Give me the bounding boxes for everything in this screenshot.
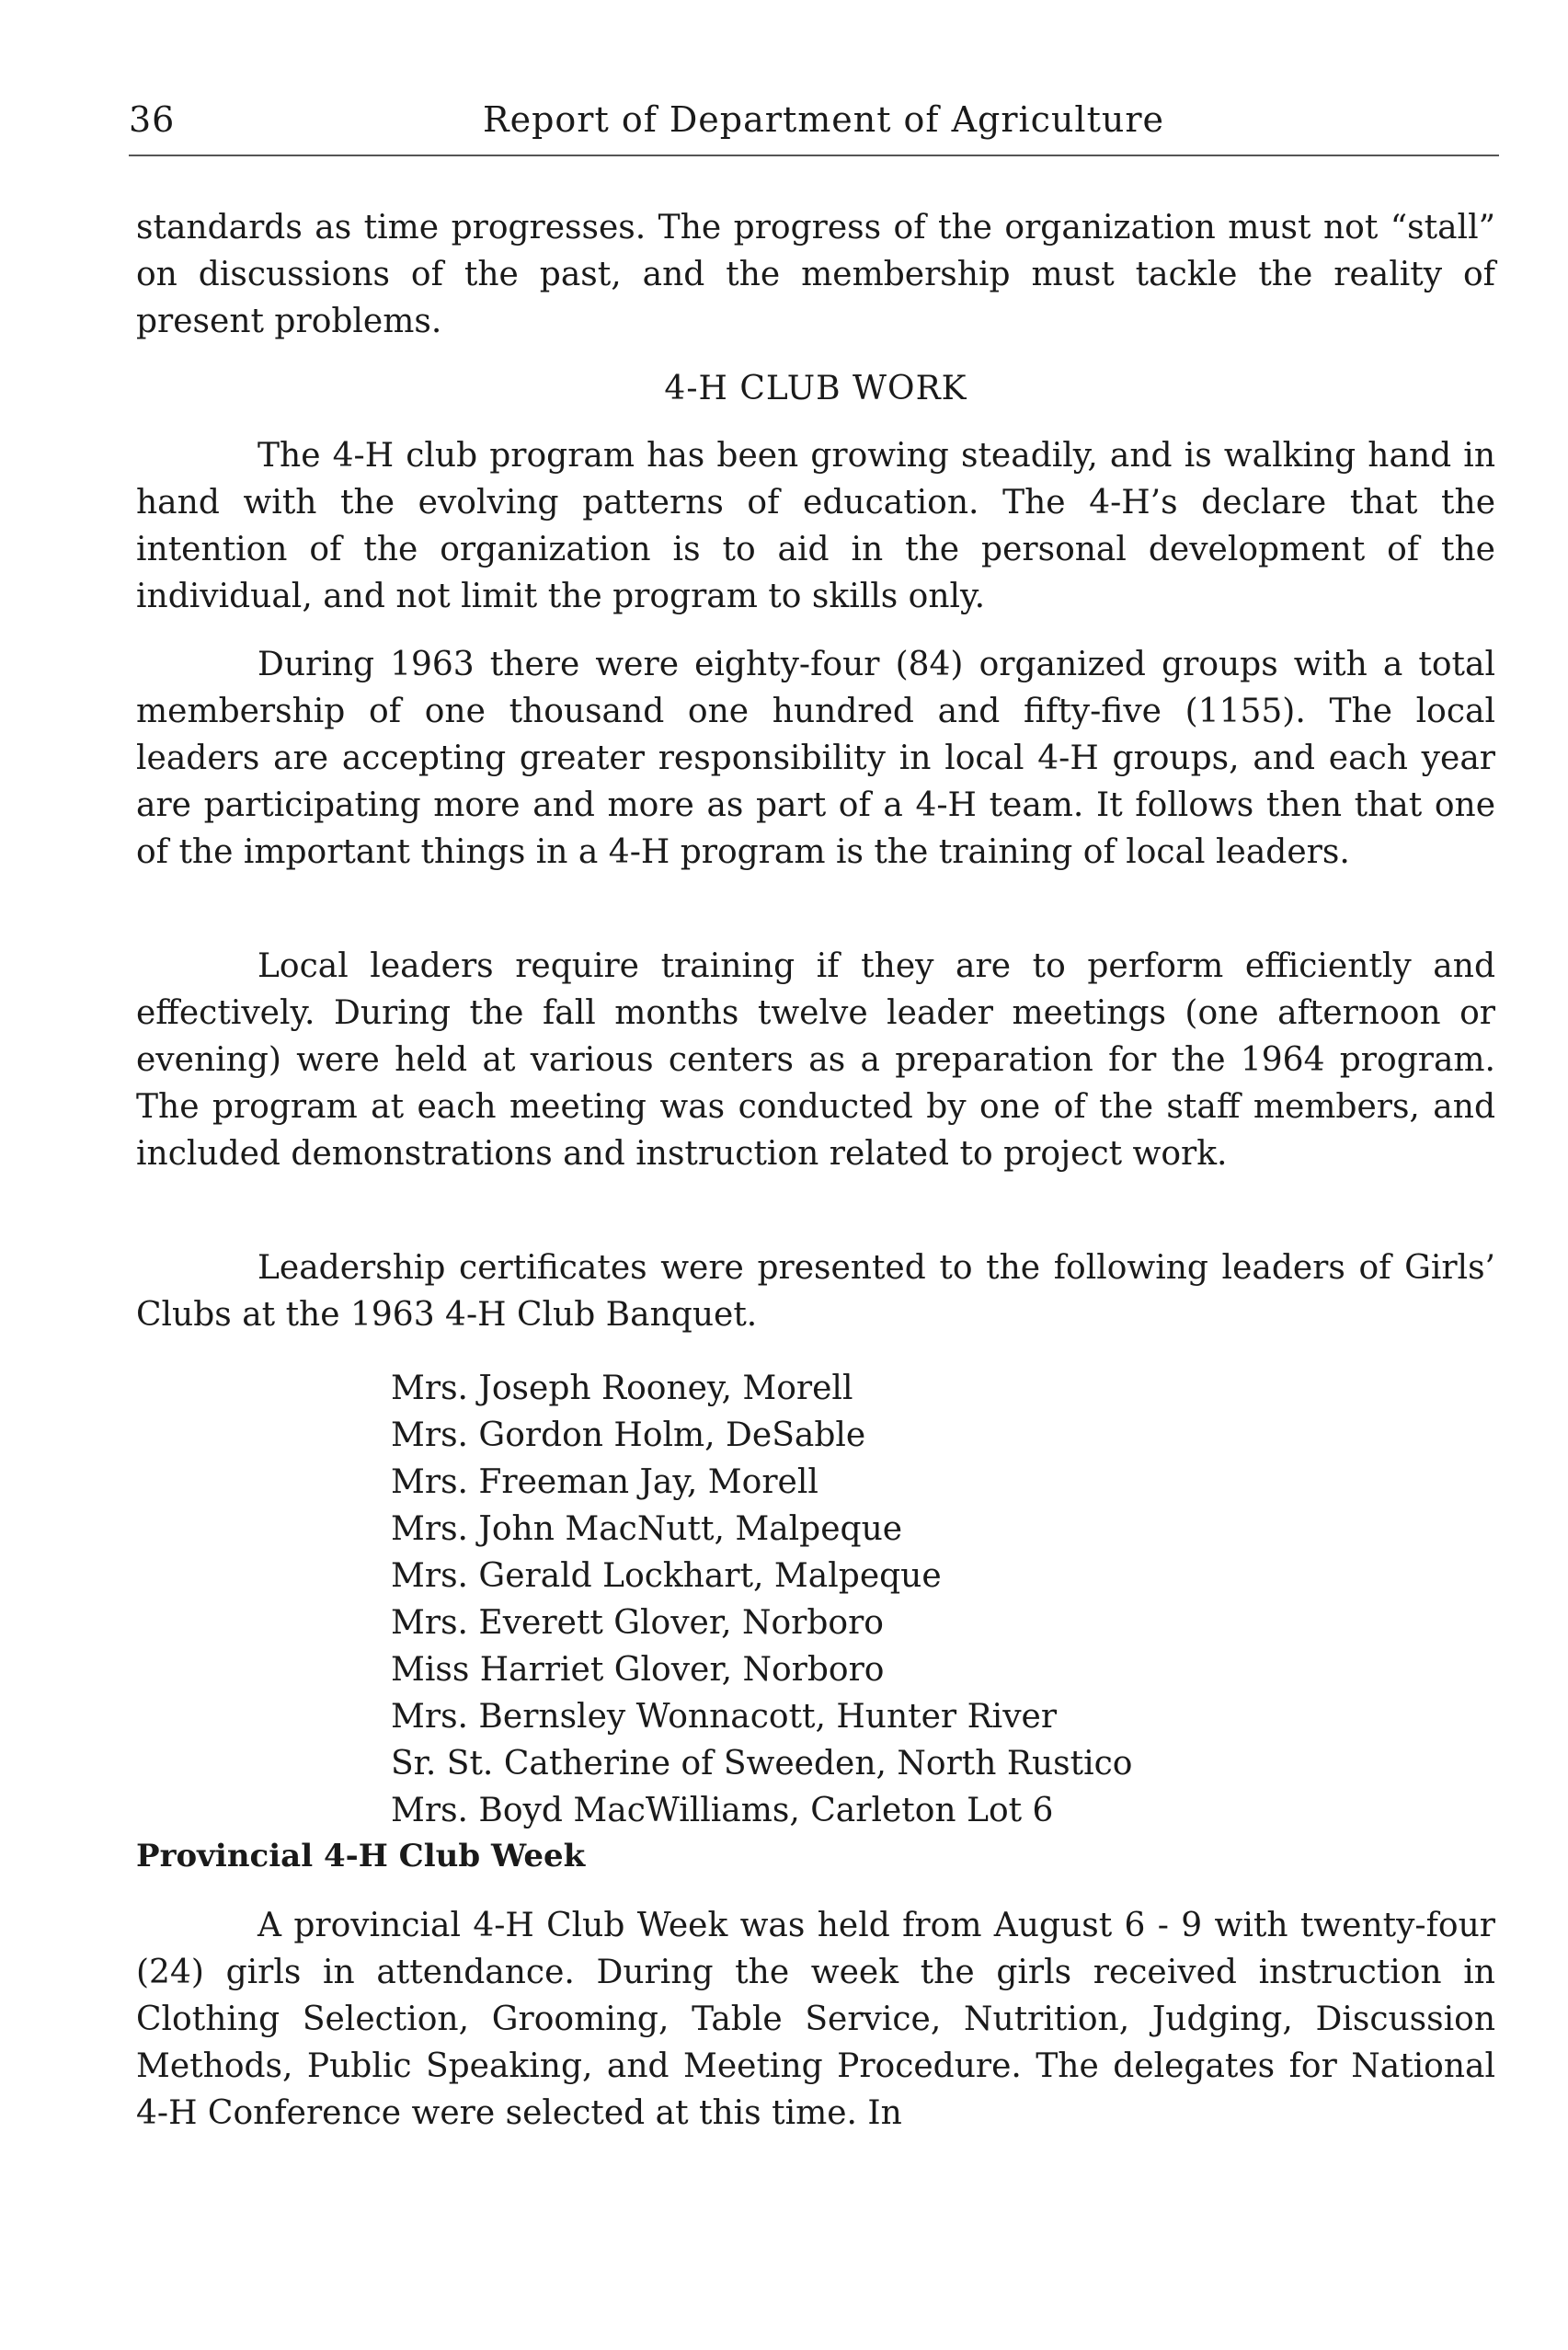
leader-item: Mrs. Freeman Jay, Morell xyxy=(391,1463,818,1501)
paragraph-4: Leadership certificates were presented to the following leaders of Girls’ Clubs at the 1963 4-H Club Banquet. xyxy=(136,1249,1495,1334)
leader-item: Miss Harriet Glover, Norboro xyxy=(391,1651,885,1689)
paragraph-3: Local leaders require training if they are to perform efficiently and effectively. During the fall months twelve leader meetings (one afternoon or evening) were held at various centers as a preparation for the 1964 program. The program at each meeting was conducted by one of the staff members, and included demonstrations and instruction related to project work. xyxy=(136,947,1495,1173)
leader-item: Mrs. Gerald Lockhart, Malpeque xyxy=(391,1557,942,1595)
header-rule xyxy=(129,155,1499,156)
page-number: 36 xyxy=(129,99,176,140)
continuation-paragraph-block xyxy=(136,204,1495,345)
section-title: 4-H CLUB WORK xyxy=(664,370,967,407)
paragraph-4-block xyxy=(136,1244,1495,1338)
leader-item: Mrs. Bernsley Wonnacott, Hunter River xyxy=(391,1698,1058,1736)
paragraph-3-block xyxy=(136,943,1495,1177)
page-header xyxy=(129,99,1499,151)
leader-item: Mrs. Boyd MacWilliams, Carleton Lot 6 xyxy=(391,1792,1054,1829)
paragraph-1: The 4-H club program has been growing steadily, and is walking hand in hand with the evolving patterns of education. The 4-H’s declare that the intention of the organization is to aid in the personal development of the individual, and not limit the program to skills only. xyxy=(136,437,1495,615)
leader-item: Sr. St. Catherine of Sweeden, North Rustico xyxy=(391,1745,1133,1783)
leader-item: Mrs. Gordon Holm, DeSable xyxy=(391,1416,866,1454)
paragraph-1-block xyxy=(136,432,1495,620)
continuation-paragraph: standards as time progresses. The progress of the organization must not “stall” on discussions of the past, and the membership must tackle the reality of present problems. xyxy=(136,209,1495,340)
paragraph-2-block xyxy=(136,641,1495,876)
leader-item: Mrs. Everett Glover, Norboro xyxy=(391,1604,884,1642)
leader-list xyxy=(391,1365,1132,1834)
paragraph-2: During 1963 there were eighty-four (84) organized groups with a total membership of one thousand one hundred and fifty-five (1155). The local leaders are accepting greater responsibility in local 4-H groups, and each year are participating more and more as part of a 4-H team. It follows then that one of the important things in a 4-H program is the training of local leaders. xyxy=(136,646,1495,871)
running-title: Report of Department of Agriculture xyxy=(483,99,1164,140)
final-paragraph: A provincial 4-H Club Week was held from August 6 - 9 with twenty-four (24) girls in attendance. During the week the girls received instruction in Clothing Selection, Grooming, Table Service, Nutrition, Judging, Discussion Methods, Public Speaking, and Meeting Procedure. The delegates for National 4-H Conference were selected at this time. In xyxy=(136,1907,1495,2132)
final-paragraph-block xyxy=(136,1902,1495,2137)
leader-item: Mrs. John MacNutt, Malpeque xyxy=(391,1510,903,1548)
leader-item: Mrs. Joseph Rooney, Morell xyxy=(391,1370,853,1407)
subheading: Provincial 4-H Club Week xyxy=(136,1838,586,1874)
